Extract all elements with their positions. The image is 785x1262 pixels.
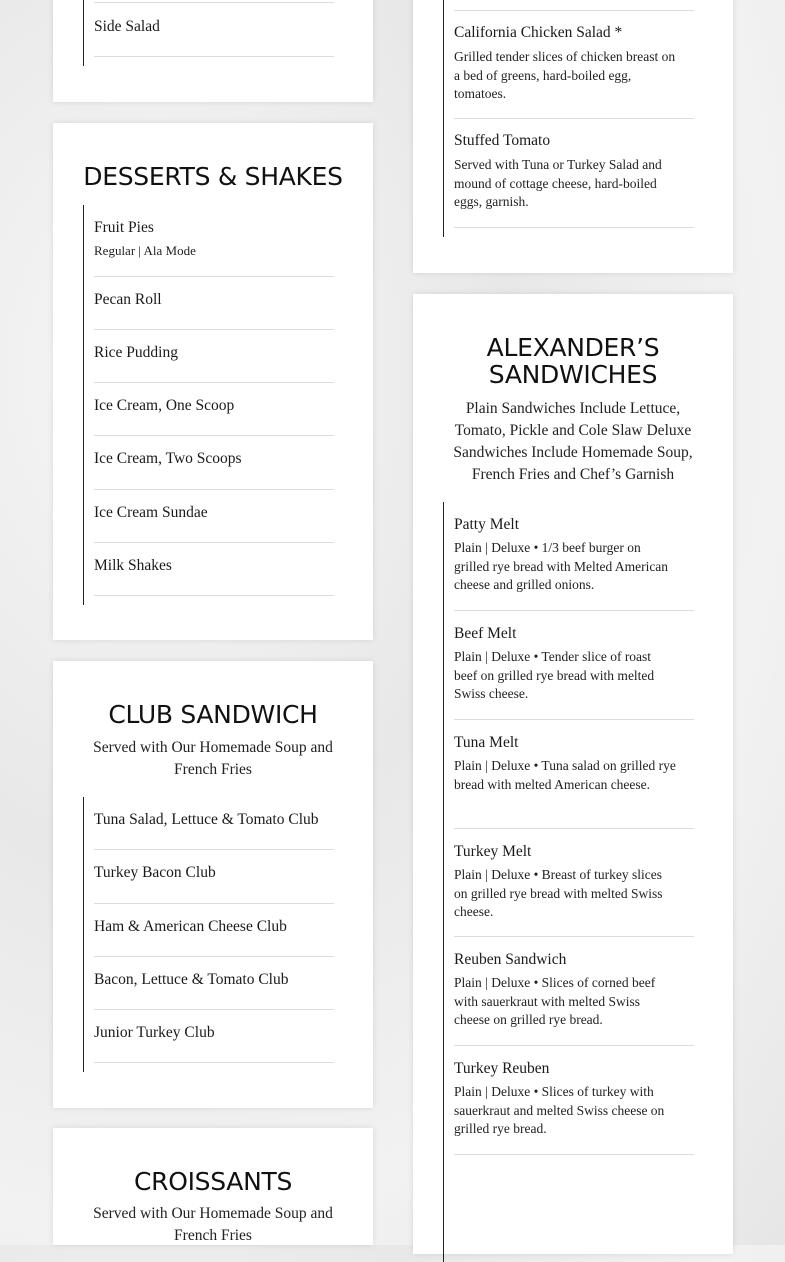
- club-sandwich-card: [53, 661, 373, 1108]
- list-item: [94, 383, 334, 436]
- menu-item-desc: Plain | Deluxe • Tuna salad on grilled rye bread with melted American cheese.: [454, 758, 676, 792]
- list-item: [454, 611, 694, 720]
- menu-item-desc: Plain | Deluxe • 1/3 beef burger on grilled rye bread with Melted American cheese and grilled onions.: [454, 540, 669, 592]
- menu-item-name: Reuben Sandwich: [454, 951, 567, 968]
- section-title: CLUB SANDWICH: [108, 700, 318, 729]
- menu-item-desc: Plain | Deluxe • Slices of turkey with sauerkraut and melted Swiss cheese on grilled rye bread.: [454, 1084, 665, 1136]
- menu-item-name: Turkey Melt: [454, 843, 532, 860]
- menu-item-name: Side Salad: [94, 18, 160, 35]
- list-item: [94, 1010, 334, 1063]
- list-item: [94, 205, 334, 277]
- list-item: [94, 436, 334, 490]
- menu-item-name: Turkey Bacon Club: [94, 864, 216, 881]
- list-item: [454, 1046, 694, 1155]
- menu-item-name: Ice Cream, Two Scoops: [94, 450, 242, 467]
- menu-item-desc: Plain | Deluxe • Breast of turkey slices on grilled rye bread with melted Swiss cheese.: [454, 867, 663, 919]
- list-item: [454, 720, 694, 829]
- croissants-card: [53, 1128, 373, 1245]
- list-item: [94, 797, 334, 850]
- club-list: [83, 797, 319, 1072]
- menu-item-name: Beef Melt: [454, 625, 517, 642]
- list-item: [94, 957, 334, 1010]
- side-salad-list: [83, 0, 160, 66]
- list-item: [454, 502, 694, 611]
- list-item: [454, 829, 694, 937]
- menu-item-name: Ice Cream, One Scoop: [94, 397, 235, 414]
- menu-item-name: Junior Turkey Club: [94, 1024, 215, 1041]
- divider: [94, 56, 334, 57]
- list-item: [94, 850, 334, 904]
- side-salad-card: [53, 0, 373, 102]
- list-item: [454, 11, 694, 119]
- list-item: [94, 490, 334, 543]
- list-item: [94, 330, 334, 383]
- menu-item-name: Stuffed Tomato: [454, 132, 551, 149]
- section-subtitle: Served with Our Homemade Soup and French Fries: [93, 1205, 333, 1244]
- menu-item-name: Bacon, Lettuce & Tomato Club: [94, 971, 289, 988]
- list-item: [454, 119, 694, 228]
- desserts-list: [83, 205, 242, 605]
- menu-item-name: Fruit Pies: [94, 219, 154, 236]
- section-subtitle: Served with Our Homemade Soup and French Fries: [93, 739, 333, 778]
- menu-item-name: Milk Shakes: [94, 557, 172, 574]
- desserts-card: [53, 123, 373, 640]
- list-item: [94, 277, 334, 330]
- salads-card: [413, 0, 733, 273]
- menu-item-name: Ham & American Cheese Club: [94, 918, 287, 935]
- menu-item-desc: Served with Tuna or Turkey Salad and mound of cottage cheese, hard-boiled eggs, garnish.: [454, 157, 662, 209]
- section-title: CROISSANTS: [133, 1167, 293, 1196]
- alexanders-sandwiches-card: [413, 294, 733, 1254]
- menu-item-desc: Plain | Deluxe • Slices of corned beef with sauerkraut with melted Swiss cheese on grilled rye bread.: [454, 975, 656, 1027]
- menu-item-name: Tuna Melt: [454, 734, 519, 751]
- divider: [94, 2, 334, 3]
- menu-item-name: California Chicken Salad *: [454, 24, 623, 41]
- menu-item-desc: Grilled tender slices of chicken breast on a bed of greens, hard-boiled egg, tomatoes.: [454, 49, 676, 101]
- menu-item-name: Patty Melt: [454, 516, 520, 533]
- menu-item-desc: Regular | Ala Mode: [94, 243, 196, 258]
- menu-item-name: Tuna Salad, Lettuce & Tomato Club: [94, 811, 319, 828]
- section-title: DESSERTS & SHAKES: [83, 162, 343, 191]
- section-subtitle: Plain Sandwiches Include Lettuce, Tomato, Pickle and Cole Slaw Deluxe Sandwiches Include Homemade Soup, French Fries and Chef’s Garnish: [453, 400, 693, 483]
- salads-list: [443, 0, 676, 237]
- menu-item-name: Rice Pudding: [94, 344, 178, 361]
- section-title: ALEXANDER’S SANDWICHES: [486, 333, 660, 389]
- list-item: [454, 937, 694, 1046]
- menu-item-desc: Plain | Deluxe • Tender slice of roast beef on grilled rye bread with melted Swiss cheese.: [454, 649, 655, 701]
- menu-item-name: Turkey Reuben: [454, 1060, 550, 1077]
- list-item: [94, 904, 334, 957]
- list-item: [94, 543, 334, 596]
- menu-item-name: Ice Cream Sundae: [94, 504, 208, 521]
- menu-item-name: Pecan Roll: [94, 291, 162, 308]
- alexanders-list: [443, 502, 676, 1262]
